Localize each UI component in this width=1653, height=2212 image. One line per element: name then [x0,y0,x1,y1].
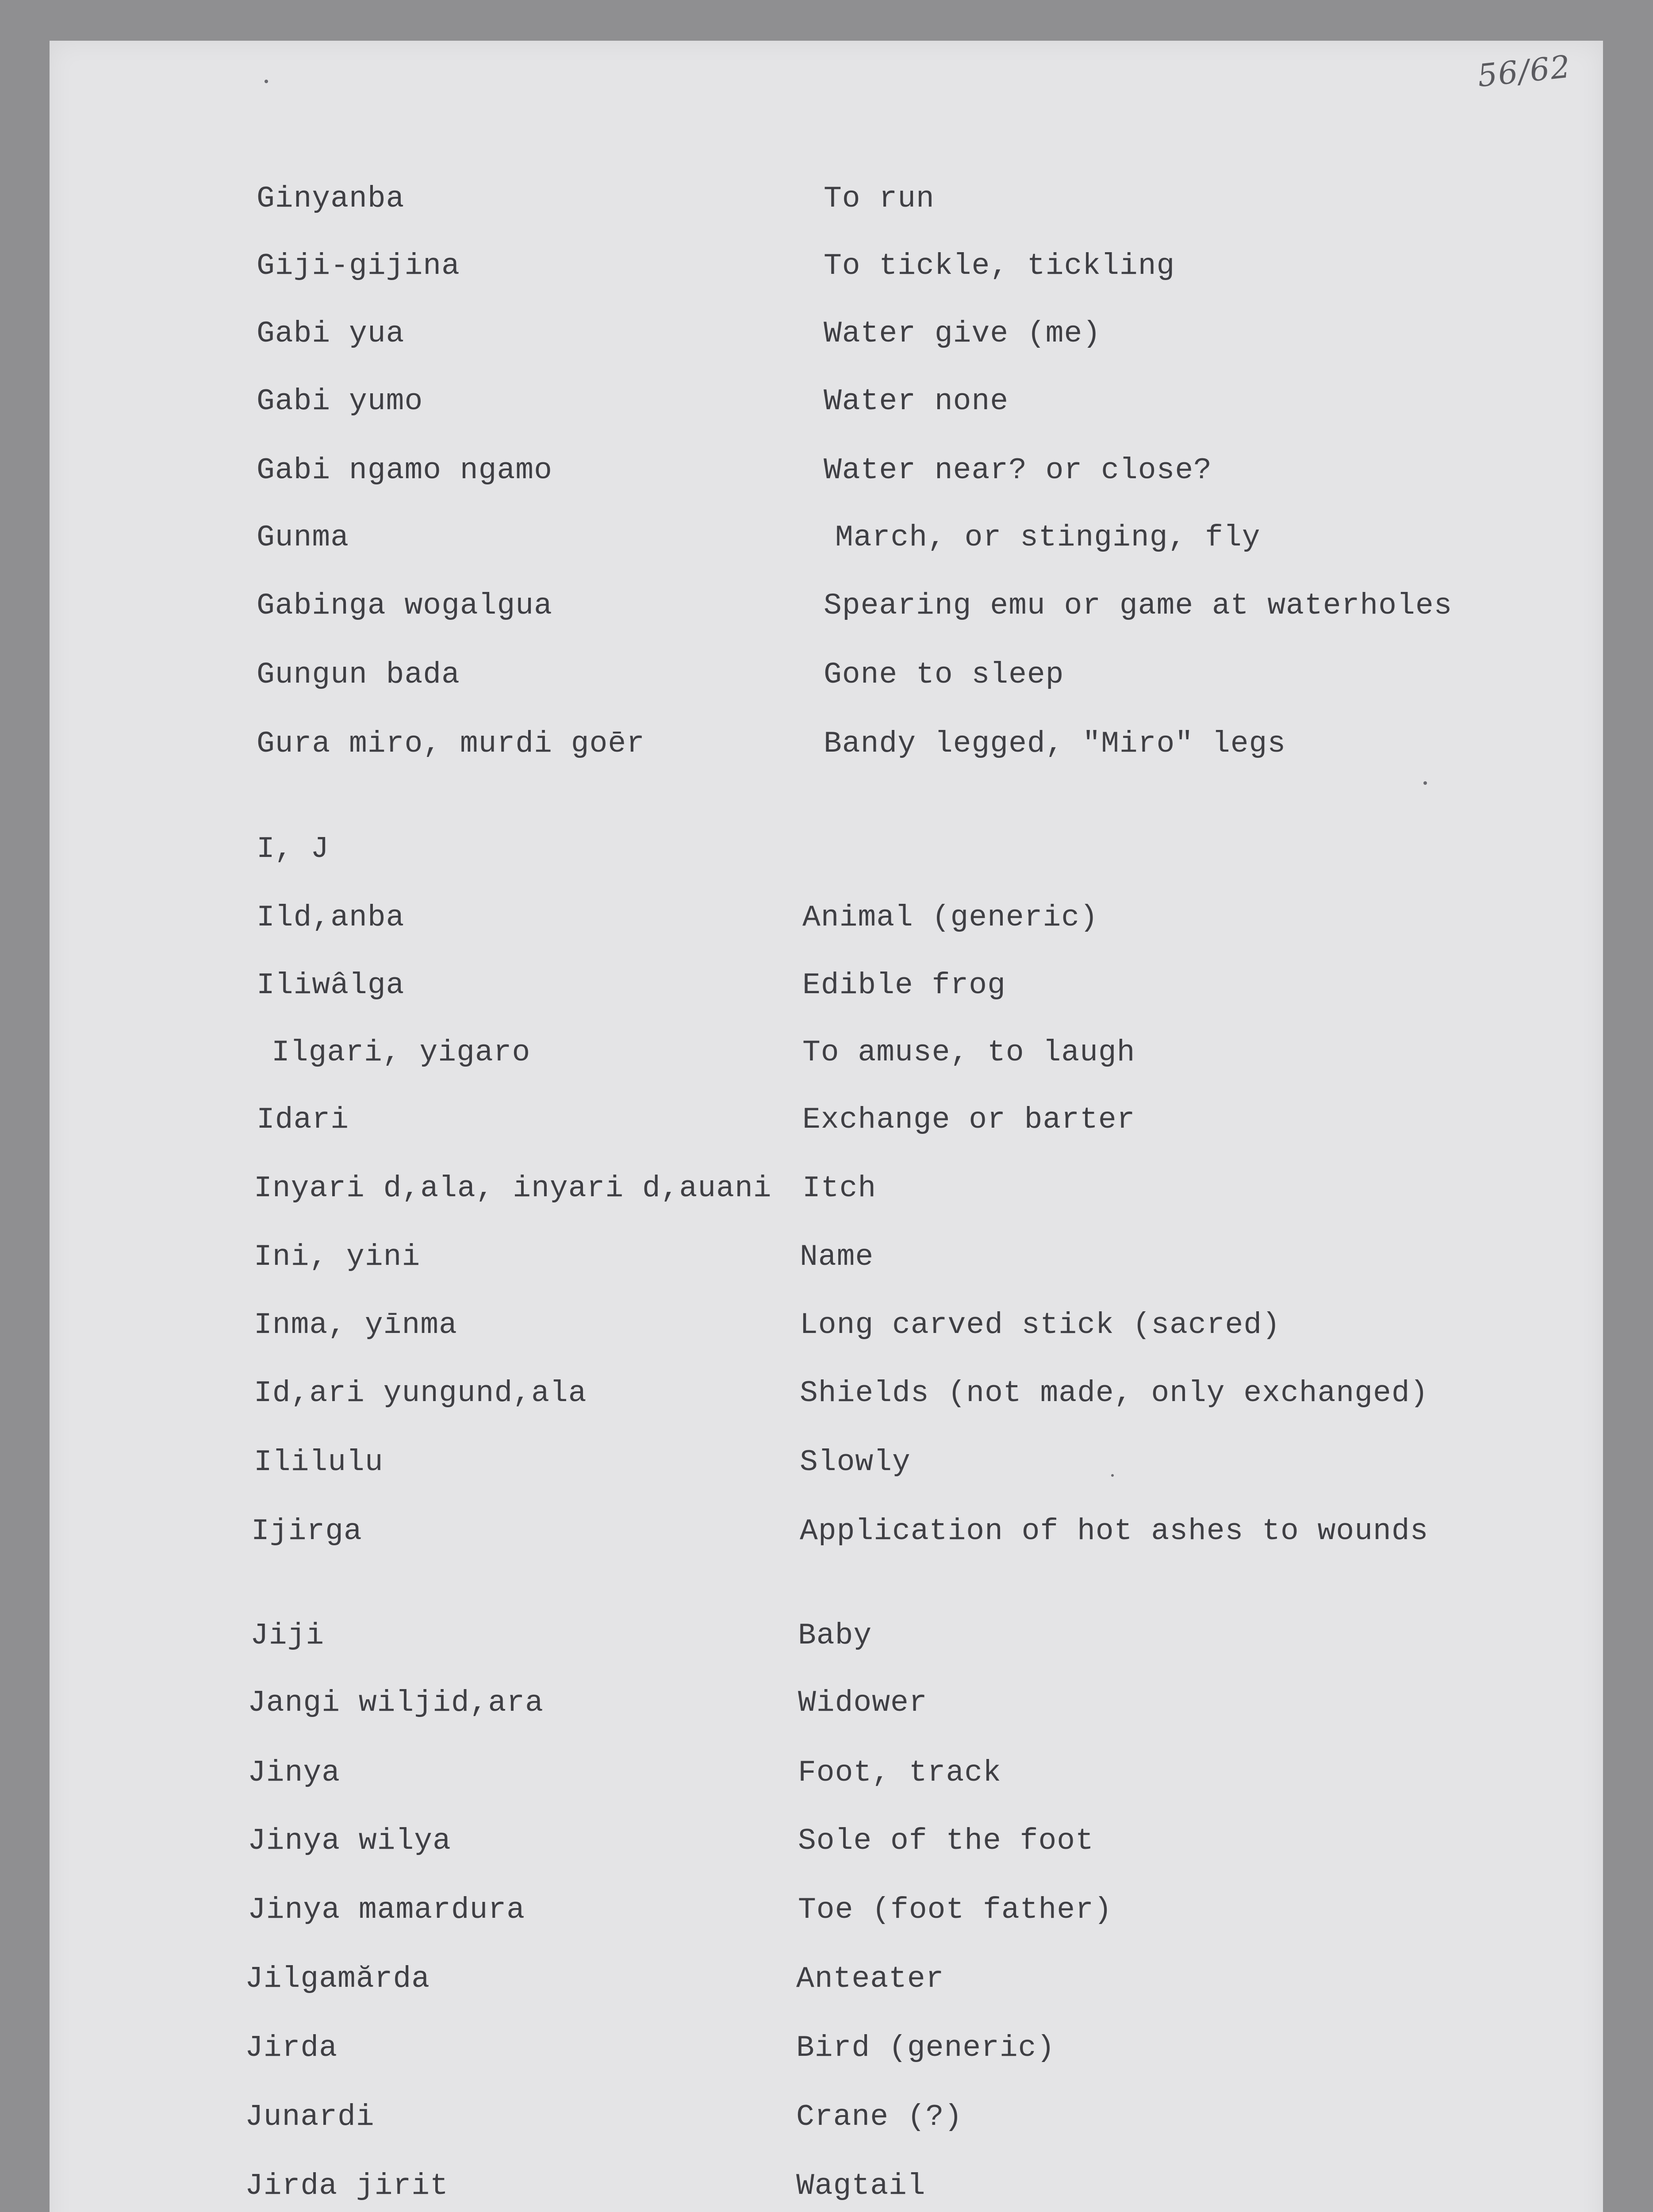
entry-term: Jiji [250,1619,325,1653]
vocab-entry [0,2095,1653,2139]
entry-gloss: Wagtail [796,2169,926,2203]
paper-speck [1423,781,1427,785]
vocab-entry [0,964,1653,1008]
entry-term: Gabi yumo [257,384,423,419]
vocab-entry [0,177,1653,221]
entry-gloss: To amuse, to laugh [802,1036,1135,1070]
entry-term: Gungun bada [257,658,460,692]
entry-gloss: Name [800,1240,874,1274]
entry-gloss: Sole of the foot [798,1824,1094,1858]
entry-gloss: Animal (generic) [802,901,1098,935]
entry-term: Gabi ngamo ngamo [257,453,552,488]
entry-term: Jilgamărda [245,1962,430,1996]
entry-gloss: Itch [802,1171,877,1206]
entry-term: Iliwâlga [257,968,405,1002]
entry-term: Gabi yua [257,317,405,351]
entry-gloss: Edible frog [802,968,1006,1002]
entry-gloss: Foot, track [798,1756,1001,1790]
page-number: 56/62 [1476,48,1573,94]
entry-gloss: Water give (me) [824,317,1101,351]
section-heading-i-j: I, J [257,832,329,866]
vocab-entry [0,380,1653,424]
entry-term: Jinya [248,1756,341,1790]
entry-term: Id,ari yungund,ala [254,1376,587,1410]
entry-term: Ild,anba [257,901,405,935]
entry-gloss: Bird (generic) [796,2031,1055,2065]
entry-term: Jangi wiljid,ara [248,1686,544,1720]
entry-gloss: Shields (not made, only exchanged) [800,1376,1429,1410]
entry-gloss: Gone to sleep [824,658,1064,692]
entry-gloss: To tickle, tickling [824,249,1175,283]
entry-term: Gura miro, murdi goēr [257,727,645,761]
vocab-entry [0,1509,1653,1554]
vocab-entry [0,1440,1653,1485]
vocab-entry [0,722,1653,766]
vocab-entry [0,1751,1653,1795]
vocab-entry [0,1888,1653,1932]
entry-gloss: Application of hot ashes to wounds [800,1514,1429,1548]
vocab-entry [0,1614,1653,1658]
entry-term: Jirda [245,2031,338,2065]
entry-term: Gunma [257,521,349,555]
entry-term: Jinya mamardura [248,1893,525,1927]
vocab-entry [0,1957,1653,2001]
entry-term: Idari [257,1103,349,1137]
entry-term: Junardi [245,2100,375,2134]
paper-speck [1111,1474,1114,1477]
entry-gloss: Bandy legged, "Miro" legs [824,727,1286,761]
vocab-entry [0,1819,1653,1863]
entry-gloss: Water near? or close? [824,453,1212,488]
entry-term: Ginyanba [257,182,405,216]
entry-gloss: Spearing emu or game at waterholes [824,589,1453,623]
vocab-entry [0,1303,1653,1348]
entry-term: Ini, yini [254,1240,421,1274]
entry-gloss: Slowly [800,1445,911,1479]
entry-gloss: To run [824,182,935,216]
entry-term: Jirda jirit [245,2169,449,2203]
entry-gloss: Exchange or barter [802,1103,1135,1137]
vocab-entry [0,516,1653,560]
entry-gloss: Widower [798,1686,928,1720]
vocab-entry [0,653,1653,697]
vocab-entry [0,1681,1653,1725]
vocab-entry [0,312,1653,356]
vocab-entry [0,1167,1653,1211]
vocab-entry [0,1371,1653,1416]
entry-term: Gabinga wogalgua [257,589,552,623]
entry-gloss: Water none [824,384,1009,419]
vocab-entry [0,584,1653,628]
entry-term: Ililulu [254,1445,384,1479]
entry-gloss: Baby [798,1619,872,1653]
vocab-entry [0,1098,1653,1142]
entry-gloss: March, or stinging, fly [835,521,1261,555]
vocab-entry [0,896,1653,940]
entry-term: Inyari d,ala, inyari d,auani [254,1171,772,1206]
entry-gloss: Toe (foot father) [798,1893,1112,1927]
entry-gloss: Crane (?) [796,2100,963,2134]
entry-term: Giji-gijina [257,249,460,283]
vocab-entry [0,2164,1653,2208]
vocab-entry [0,1031,1653,1075]
vocab-entry [0,2026,1653,2070]
paper-speck [265,80,268,83]
vocab-entry [0,1235,1653,1279]
entry-term: Ilgari, yigaro [272,1036,531,1070]
entry-term: Ijirga [251,1514,362,1548]
entry-term: Inma, yīnma [254,1308,457,1342]
entry-gloss: Long carved stick (sacred) [800,1308,1281,1342]
vocab-entry [0,244,1653,288]
entry-gloss: Anteater [796,1962,944,1996]
entry-term: Jinya wilya [248,1824,451,1858]
vocab-entry [0,449,1653,493]
